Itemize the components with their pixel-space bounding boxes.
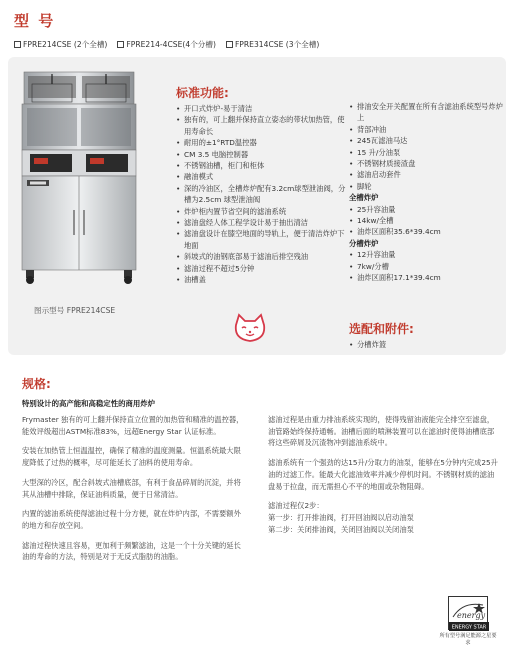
- feature-item: • 不锈钢油槽，柜门和柜体: [176, 160, 346, 171]
- model-options: [14, 39, 319, 50]
- model-option-label: FPRE214-4CSE(4个分槽): [126, 40, 216, 49]
- filter-step: 第二步：关闭排油阀，关闭回油阀以关闭油泵: [268, 524, 414, 534]
- standard-features-title: 标准功能:: [176, 86, 229, 100]
- feature-item: • 不锈钢材质接渣盘: [349, 158, 507, 169]
- checkbox-icon: [117, 41, 124, 48]
- model-option[interactable]: [117, 39, 216, 50]
- spec-paragraph: 滤油过程是由重力排油系统实现的，使得残留油液能完全排空至滤盘，油管路始终保持通畅。油槽后面的喷淋装置可以在滤油时使得油槽底部将这些碎屑及沉渣物冲到滤油系统中。: [268, 415, 495, 448]
- fryer-image: [18, 70, 140, 285]
- full-vat-item: • 14kw/全槽: [349, 215, 507, 226]
- split-vat-item: • 油炸区面积17.1*39.4cm: [349, 272, 507, 283]
- full-vat-heading: 全槽炸炉: [349, 193, 379, 203]
- feature-item: • 245瓦滤油马达: [349, 135, 507, 146]
- spec-paragraph: 滤油系统有一个强劲的达15升/分取力的油泵，能够在5分钟内完成25升油的过滤工作。能最大化滤油效率并减少停机时间。不锈钢材质的滤油盘易于拉盘，而无需担心不平的地面或杂物阻碍。: [268, 458, 498, 491]
- split-vat-item: • 12升容油量: [349, 249, 507, 260]
- feature-item: • CM 3.5 电脑控制器: [176, 149, 346, 160]
- split-vat-item: • 7kw/分槽: [349, 261, 507, 272]
- options-list: [349, 339, 499, 350]
- energy-star-logo: [448, 596, 488, 630]
- checkbox-icon: [14, 41, 21, 48]
- feature-item: • 滤油盘设计在膝空地面的导轨上，便于清洁炸炉下地面: [176, 228, 346, 251]
- filter-steps-heading: 滤油过程仅2步：: [268, 501, 324, 511]
- feature-item: • 滤油过程不超过5分钟: [176, 263, 346, 274]
- energy-logo-text: energy: [457, 611, 486, 620]
- full-vat-item: • 25升容油量: [349, 204, 507, 215]
- feature-item: • 开口式炸炉-易于清洁: [176, 103, 346, 114]
- feature-item: • 融油模式: [176, 171, 346, 182]
- feature-item: • 耐用的±1°RTD温控器: [176, 137, 346, 148]
- feature-item: • 独有的，可上翻并保持直立姿态的带状加热管，使用寿命长: [176, 114, 346, 137]
- feature-item: • 滤油启动套件: [349, 169, 507, 180]
- spec-paragraph: Frymaster 独有的可上翻并保持直立位置的加热管和精准的温控器，能效评级超出ASTM标准83%，远超Energy Star 认证标准。: [22, 415, 244, 436]
- spec-paragraph: 安装在加热管上恒温温控，确保了精准的温度测量。恒温系统最大限度降低了过热的概率，尽可能延长了油料的使用寿命。: [22, 446, 241, 468]
- feature-item: • 滤油盘经人体工程学设计易于抽出清洁: [176, 217, 346, 228]
- model-option-label: FPRE314CSE (3个全槽): [234, 40, 320, 49]
- model-option[interactable]: [14, 39, 107, 50]
- feature-item: • 炸炉柜内置节省空间的滤油系统: [176, 206, 346, 217]
- feature-item: • 排油安全开关配置在所有含滤油系统型号炸炉上: [349, 101, 507, 124]
- feature-item: • 斜坡式的油钢底部易于滤油后排空残油: [176, 251, 346, 262]
- spec-paragraph: 内置的滤油系统使得滤油过程十分方便，就在炸炉内部，不需要额外的地方和存放空间。: [22, 509, 241, 530]
- image-caption: 图示型号 FPRE214CSE: [34, 306, 116, 315]
- spec-paragraph: 滤油过程快速且容易，更加利于频繁滤油，这是一个十分关键的延长油的寿命的方法，特别是对于无反式脂肪的油脂。: [22, 540, 241, 562]
- feature-item: • 脚轮: [349, 181, 507, 192]
- feature-item: • 15 升/分油泵: [349, 147, 507, 158]
- split-vat-heading: 分槽炸炉: [349, 238, 379, 248]
- feature-item: • 深的冷油区，全槽炸炉配有3.2cm球型泄油阀，分槽为2.5cm 球型泄油阀: [176, 183, 346, 206]
- feature-item: • 油槽盖: [176, 274, 346, 285]
- standard-features-right: [349, 101, 507, 284]
- feature-item: • 背部冲油: [349, 124, 507, 135]
- model-option-label: FPRE214CSE (2个全槽): [23, 40, 108, 49]
- option-item: • 分槽炸篮: [349, 339, 499, 350]
- full-vat-item: • 油炸区面积35.6*39.4cm: [349, 226, 507, 237]
- energy-star-brand: ENERGY STAR: [451, 624, 487, 631]
- energy-star-caption: 所有型号满足能源之星要求: [439, 633, 497, 646]
- filter-step: 第一步：打开排油阀，打开回油阀以启动油泵: [268, 512, 414, 522]
- spec-paragraph: 大型深的冷区，配合斜坡式油槽底部，有利于食品碎屑的沉淀，并将其从油槽中排除，保证油料质量，便于日常清洁。: [22, 477, 241, 499]
- model-title: 型 号: [14, 12, 56, 30]
- options-title: 选配和附件:: [349, 322, 414, 336]
- model-option[interactable]: [226, 39, 319, 50]
- checkbox-icon: [226, 41, 233, 48]
- cat-logo-icon: [230, 311, 270, 345]
- specs-right-column: [268, 414, 500, 543]
- specs-subtitle: 特别设计的高产能和高稳定性的商用炸炉: [22, 399, 156, 408]
- standard-features-left: [176, 103, 346, 286]
- specs-left-column: [22, 414, 247, 571]
- specs-title: 规格:: [22, 377, 51, 391]
